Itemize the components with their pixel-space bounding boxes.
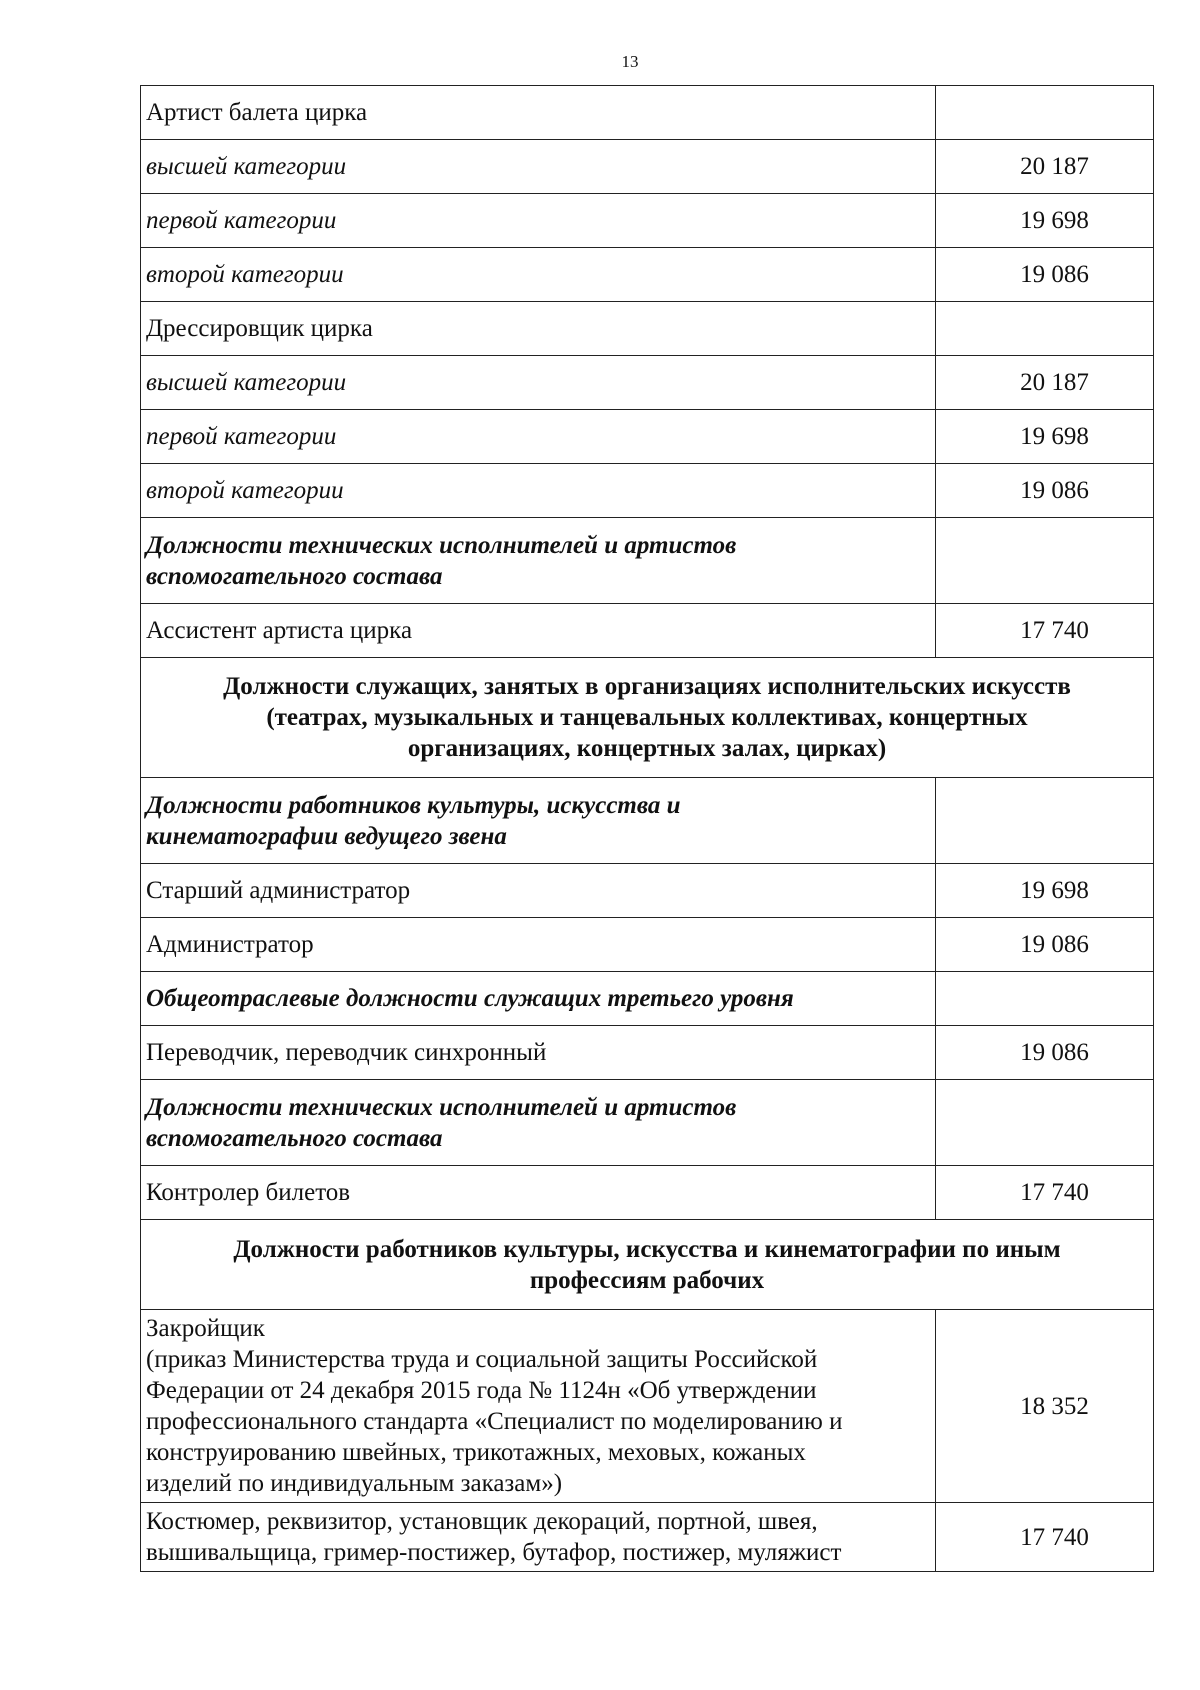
position-name: Костюмер, реквизитор, установщик декораций, портной, швея, вышивальщица, гример-постижер, бутафор, постижер, муляжист [141,1503,936,1572]
position-name: Ассистент артиста цирка [141,604,936,658]
table-row [141,194,1154,248]
salary-value: 19 086 [936,1026,1154,1080]
salary-value [936,972,1154,1026]
salary-value: 17 740 [936,1166,1154,1220]
position-name: Старший администратор [141,864,936,918]
salary-value [936,778,1154,864]
salary-value [936,1080,1154,1166]
table-row [141,518,1154,604]
salary-value: 20 187 [936,356,1154,410]
table-row [141,864,1154,918]
table-row [141,140,1154,194]
subgroup-heading: Должности работников культуры, искусства и кинематографии ведущего звена [141,778,936,864]
table-row [141,1080,1154,1166]
table-row [141,604,1154,658]
salary-value: 18 352 [936,1310,1154,1503]
category-name: первой категории [141,410,936,464]
table-row [141,658,1154,778]
position-name: Артист балета цирка [141,86,936,140]
category-name: первой категории [141,194,936,248]
section-heading: Должности работников культуры, искусства и кинематографии по иным профессиям рабочих [141,1220,1154,1310]
table-row [141,356,1154,410]
table-row [141,302,1154,356]
table-row [141,1310,1154,1503]
table-row [141,918,1154,972]
salary-value [936,518,1154,604]
position-name: Закройщик (приказ Министерства труда и социальной защиты Российской Федерации от 24 декабря 2015 года № 1124н «Об утверждении профессионального стандарта «Специалист по моделированию и конструированию швейных, трикотажных, меховых, кожаных изделий по индивидуальным заказам») [141,1310,936,1503]
salary-value [936,86,1154,140]
page-number: 13 [621,52,639,71]
table-row [141,1220,1154,1310]
salary-value: 19 086 [936,918,1154,972]
table-row [141,248,1154,302]
table-row [141,86,1154,140]
category-name: второй категории [141,464,936,518]
position-name: Переводчик, переводчик синхронный [141,1026,936,1080]
salary-table [140,85,1154,1572]
subgroup-heading: Общеотраслевые должности служащих третьего уровня [141,972,936,1026]
table-row [141,1166,1154,1220]
position-name: Контролер билетов [141,1166,936,1220]
category-name: второй категории [141,248,936,302]
salary-value: 19 698 [936,194,1154,248]
position-name: Администратор [141,918,936,972]
table-row [141,410,1154,464]
table-row [141,778,1154,864]
salary-value: 19 698 [936,864,1154,918]
salary-value: 19 086 [936,248,1154,302]
table-row [141,1026,1154,1080]
subgroup-heading: Должности технических исполнителей и артистов вспомогательного состава [141,518,936,604]
salary-value: 17 740 [936,1503,1154,1572]
section-heading: Должности служащих, занятых в организациях исполнительских искусств (театрах, музыкальных и танцевальных коллективах, концертных организациях, концертных залах, цирках) [141,658,1154,778]
salary-value: 20 187 [936,140,1154,194]
table-row [141,972,1154,1026]
table-row [141,464,1154,518]
salary-value: 19 698 [936,410,1154,464]
category-name: высшей категории [141,356,936,410]
subgroup-heading: Должности технических исполнителей и артистов вспомогательного состава [141,1080,936,1166]
category-name: высшей категории [141,140,936,194]
salary-value: 17 740 [936,604,1154,658]
position-name: Дрессировщик цирка [141,302,936,356]
table-row [141,1503,1154,1572]
salary-value: 19 086 [936,464,1154,518]
salary-value [936,302,1154,356]
